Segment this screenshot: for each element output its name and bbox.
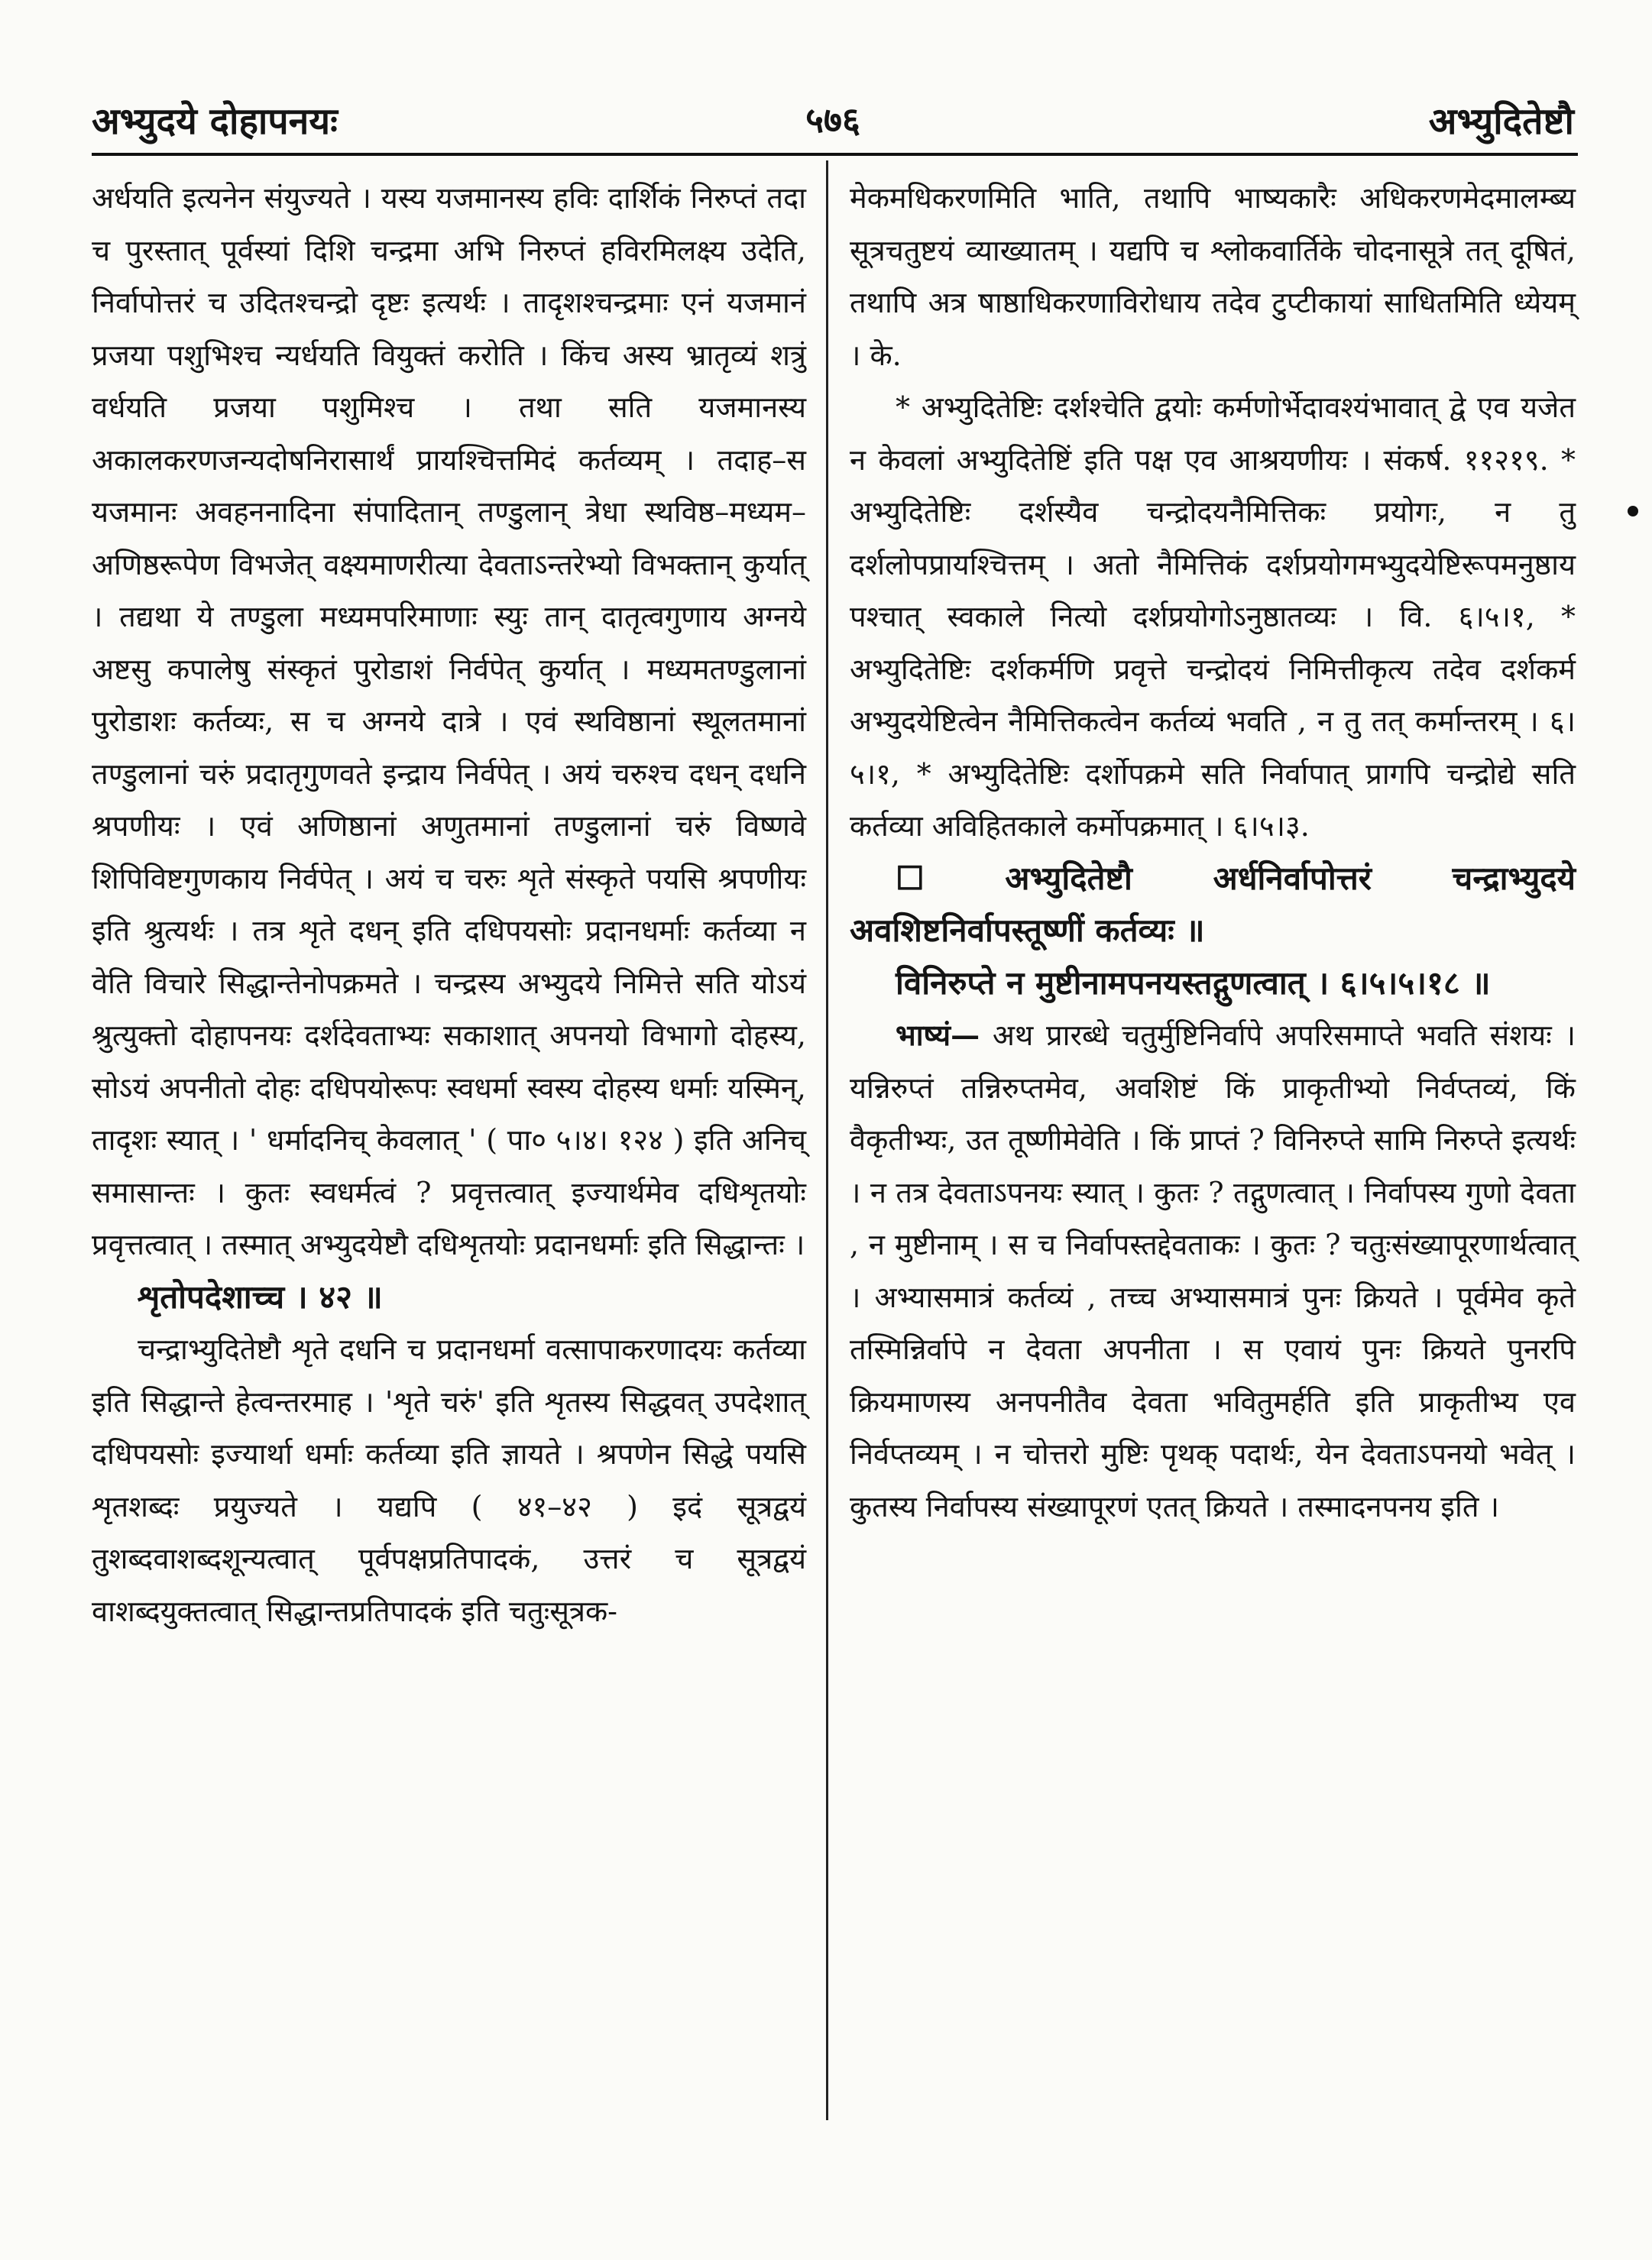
left-column [92,172,806,1637]
left-paragraph-2: चन्द्राभ्युदितेष्टौ शृते दधनि च प्रदानधर्मा वत्सापाकरणादयः कर्तव्या इति सिद्धान्ते हेत्वन्तरमाह । 'शृते चरुं' इति शृतस्य सिद्धवत् उपदेशात् दधिपयसोः इज्यार्था धर्माः कर्तव्या इति ज्ञायते । श्रपणेन सिद्धे पयसि शृतशब्दः प्रयुज्यते । यद्यपि ( ४१–४२ ) इदं सूत्रद्वयं तुशब्दवाशब्दशून्यत्वात् पूर्वपक्षप्रतिपादकं, उत्तरं च सूत्रद्वयं वाशब्दयुक्तत्वात् सिद्धान्तप्रतिपादकं इति चतुःसूत्रक- [92,1332,806,1628]
bhashya-label: भाष्यं— [896,1018,980,1052]
bhashya-text: अथ प्रारब्धे चतुर्मुष्टिनिर्वापे अपरिसमाप्ते भवति संशयः । यन्निरुप्तं तन्निरुप्तमेव, अवशिष्टं किं प्राकृतीभ्यो निर्वप्तव्यं, किं वैकृतीभ्यः, उत तूष्णीमेवेति । किं प्राप्तं ? विनिरुप्ते सामि निरुप्ते इत्यर्थः । न तत्र देवताऽपनयः स्यात् । कुतः ? तद्गुणत्वात् । निर्वापस्य गुणो देवता , न मुष्टीनाम् । स च निर्वापस्तद्देवताकः । कुतः ? चतुःसंख्यापूरणार्थत्वात् । अभ्यासमात्रं कर्तव्यं , तच्च अभ्यासमात्रं पुनः क्रियते । पूर्वमेव कृते तस्मिन्निर्वापे न देवता अपनीता । स एवायं पुनः क्रियते पुनरपि क्रियमाणस्य अनपनीतैव देवता भवितुमर्हति इति प्राकृतीभ्य एव निर्वप्तव्यम् । न चोत्तरो मुष्टिः पृथक् पदार्थः, येन देवताऽपनयो भवेत् । कुतस्य निर्वापस्य संख्यापूरणं एतत् क्रियते । तस्मादनपनय इति । [850,1018,1576,1523]
page-number: ५७६ [805,99,860,141]
left-paragraph-1: अर्धयति इत्यनेन संयुज्यते । यस्य यजमानस्य हविः दार्शिकं निरुप्तं तदा च पुरस्तात् पूर्वस्यां दिशि चन्द्रमा अभि निरुप्तं हविरमिलक्ष्य उदेति, निर्वापोत्तरं च उदितश्चन्द्रो दृष्टः इत्यर्थः । तादृशश्चन्द्रमाः एनं यजमानं प्रजया पशुभिश्च न्यर्धयति वियुक्तं करोति । किंच अस्य भ्रातृव्यं शत्रुं वर्धयति प्रजया पशुमिश्च । तथा सति यजमानस्य अकालकरणजन्यदोषनिरासार्थं प्रायश्चित्तमिदं कर्तव्यम् । तदाह–स यजमानः अवहननादिना संपादितान् तण्डुलान् त्रेधा स्थविष्ठ–मध्यम–अणिष्ठरूपेण विभजेत् वक्ष्यमाणरीत्या देवताऽन्तरेभ्यो विभक्तान् कुर्यात् । तद्यथा ये तण्डुला मध्यमपरिमाणाः स्युः तान् दातृत्वगुणाय अग्नये अष्टसु कपालेषु संस्कृतं पुरोडाशं निर्वपेत् कुर्यात् । मध्यमतण्डुलानां पुरोडाशः कर्तव्यः, स च अग्नये दात्रे । एवं स्थविष्ठानां स्थूलतमानां तण्डुलानां चरुं प्रदातृगुणवते इन्द्राय निर्वपेत् । अयं चरुश्च दधन् दधनि श्रपणीयः । एवं अणिष्ठानां अणुतमानां तण्डुलानां चरुं विष्णवे शिपिविष्टगुणकाय निर्वपेत् । अयं च चरुः शृते संस्कृते पयसि श्रपणीयः इति श्रुत्यर्थः । तत्र शृते दधन् इति दधिपयसोः प्रदानधर्माः कर्तव्या न वेति विचारे सिद्धान्तेनोपक्रमते । चन्द्रस्य अभ्युदये निमित्ते सति योऽयं श्रुत्युक्तो दोहापनयः दर्शदेवताभ्यः सकाशात् अपनयो विभागो दोहस्य, सोऽयं अपनीतो दोहः दधिपयोरूपः स्वधर्मा स्वस्य दोहस्य धर्माः यस्मिन्, तादृशः स्यात् । ' धर्मादनिच् केवलात् ' ( पा० ५।४। १२४ ) इति अनिच् समासान्तः । कुतः स्वधर्मत्वं ? प्रवृत्तत्वात् इज्यार्थमेव दधिशृतयोः प्रवृत्तत्वात् । तस्मात् अभ्युदयेष्टौ दधिशृतयोः प्रदानधर्माः इति सिद्धान्तः । [92,181,806,1261]
adhikarana-heading: ☐ अभ्युदितेष्टौ अर्धनिर्वापोत्तरं चन्द्राभ्युदये अवशिष्टनिर्वापस्तूष्णीं कर्तव्यः ॥ [850,859,1576,949]
bhashya-paragraph [850,1009,1576,1533]
margin-dot [1628,506,1638,516]
column-divider [826,160,828,2120]
header-rule [92,153,1578,156]
right-sutra: विनिरुप्ते न मुष्टीनामपनयस्तद्गुणत्वात् । ६।५।५।१८ ॥ [896,963,1491,1002]
header-right-title: अभ्युदितेष्टौ [1428,100,1574,143]
right-paragraph-1: मेकमधिकरणमिति भाति, तथापि भाष्यकारैः अधिकरणमेदमालम्ब्य सूत्रचतुष्टयं व्याख्यातम् । यद्यपि च श्लोकवार्तिके चोदनासूत्रे तत् दूषितं, तथापि अत्र षाष्ठाधिकरणाविरोधाय तदेव टुप्टीकायां साधितमिति ध्येयम् । के. [850,181,1576,372]
left-sutra: शृतोपदेशाच्च । ४२ ॥ [138,1277,383,1316]
running-header [92,73,1574,149]
header-left-title: अभ्युदये दोहापनयः [92,100,338,143]
right-paragraph-2: * अभ्युदितेष्टिः दर्शश्चेति द्वयोः कर्मणोर्भेदावश्यंभावात् द्वे एव यजेत न केवलां अभ्युदितेष्टिं इति पक्ष एव आश्रयणीयः । संकर्ष. ११२१९. * अभ्युदितेष्टिः दर्शस्यैव चन्द्रोदयनैमित्तिकः प्रयोगः, न तु दर्शलोपप्रायश्चित्तम् । अतो नैमित्तिकं दर्शप्रयोगमभ्युदयेष्टिरूपमनुष्ठाय पश्चात् स्वकाले नित्यो दर्शप्रयोगोऽनुष्ठातव्यः । वि. ६।५।१, * अभ्युदितेष्टिः दर्शकर्मणि प्रवृत्ते चन्द्रोदयं निमित्तीकृत्य तदेव दर्शकर्म अभ्युदयेष्टित्वेन नैमित्तिकत्वेन कर्तव्यं भवति , न तु तत् कर्मान्तरम् । ६।५।१, * अभ्युदितेष्टिः दर्शोपक्रमे सति निर्वापात् प्रागपि चन्द्रोद्ये सति कर्तव्या अविहितकाले कर्मोपक्रमात् । ६।५।३. [850,390,1576,843]
right-column [850,172,1576,1533]
